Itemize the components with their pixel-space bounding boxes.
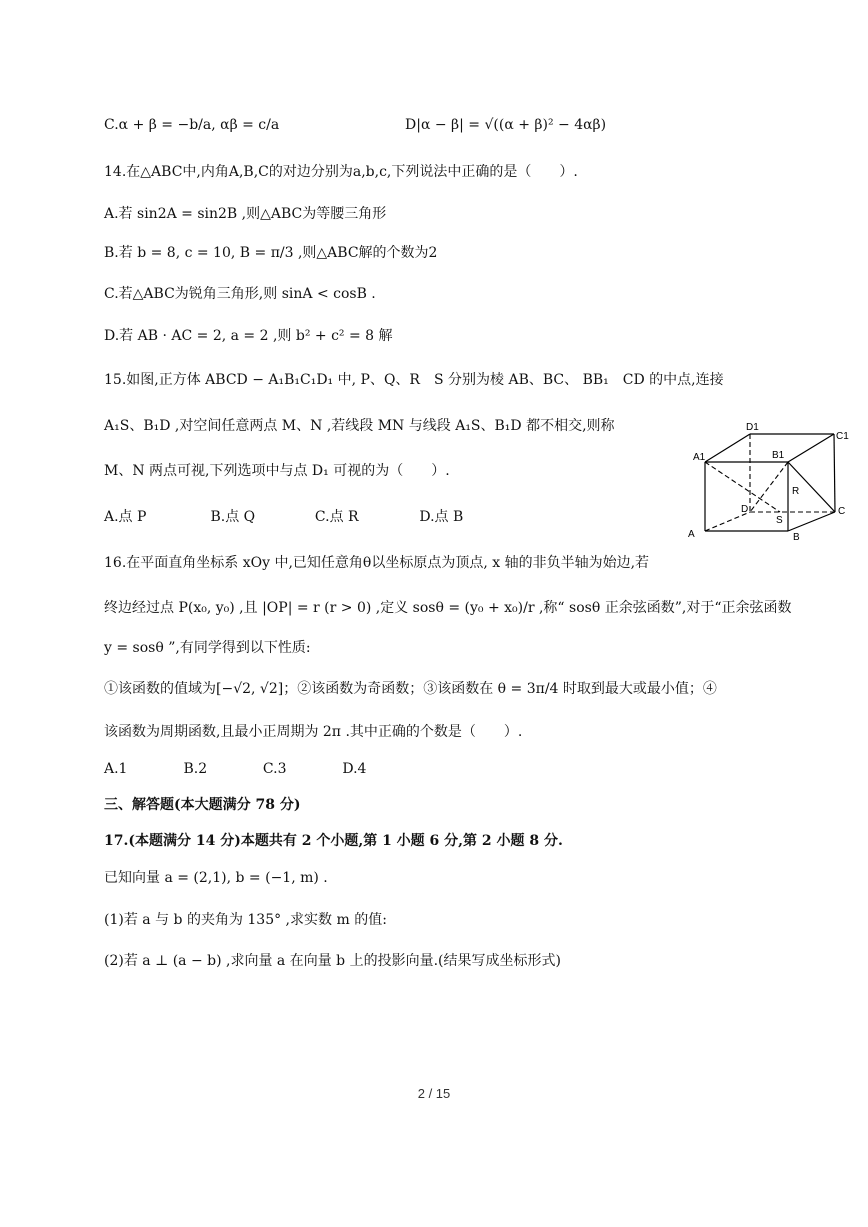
cube-figure xyxy=(688,420,858,545)
question-14: 14.在△ABC中,内角A,B,C的对边分别为a,b,c,下列说法中正确的是（ ）. xyxy=(104,164,578,180)
question-15-line1: 15.如图,正方体 ABCD − A₁B₁C₁D₁ 中, P、Q、R S 分别为棱 AB、BC、 BB₁ CD 的中点,连接 xyxy=(104,372,724,388)
option-13d: D|α − β| = √((α + β)² − 4αβ) xyxy=(405,117,607,133)
page-number: 2 / 15 xyxy=(417,1086,451,1101)
label-B1: B1 xyxy=(772,450,785,461)
question-16-line4: ①该函数的值域为[−√2, √2]；②该函数为奇函数；③该函数在 θ = 3π/4 时取到最大或最小值；④ xyxy=(104,681,717,697)
question-16-line3: y = sosθ ”,有同学得到以下性质: xyxy=(104,640,311,656)
question-17-part1: (1)若 a 与 b 的夹角为 135° ,求实数 m 的值: xyxy=(104,912,387,928)
question-15-line2: A₁S、B₁D ,对空间任意两点 M、N ,若线段 MN 与线段 A₁S、B₁D 都不相交,则称 xyxy=(104,418,615,434)
option-15d: D.点 B xyxy=(419,509,464,525)
question-17-part2: (2)若 a ⊥ (a − b) ,求向量 a 在向量 b 上的投影向量.(结果写成坐标形式) xyxy=(104,953,561,969)
option-16d: D.4 xyxy=(342,761,367,777)
label-R: R xyxy=(792,486,800,497)
question-16-line5: 该函数为周期函数,且最小正周期为 2π .其中正确的个数是（ ）. xyxy=(104,724,523,740)
option-14c: C.若△ABC为锐角三角形,则 sinA < cosB . xyxy=(104,286,376,302)
question-17: 17.(本题满分 14 分)本题共有 2 个小题,第 1 小题 6 分,第 2 小题 8 分. xyxy=(104,833,563,849)
question-15-line3: M、N 两点可视,下列选项中与点 D₁ 可视的为（ ）. xyxy=(104,463,450,479)
label-S: S xyxy=(776,515,783,526)
label-C: C xyxy=(838,506,846,517)
option-14a: A.若 sin2A = sin2B ,则△ABC为等腰三角形 xyxy=(104,206,387,222)
label-C1: C1 xyxy=(836,431,849,442)
option-16a: A.1 xyxy=(104,761,128,777)
label-A1: A1 xyxy=(693,452,706,463)
question-17-given: 已知向量 a = (2,1), b = (−1, m) . xyxy=(104,870,328,886)
option-15a: A.点 P xyxy=(104,509,147,525)
option-16c: C.3 xyxy=(262,761,287,777)
label-A: A xyxy=(688,529,695,540)
option-14d: D.若 AB · AC = 2, a = 2 ,则 b² + c² = 8 解 xyxy=(104,328,393,344)
option-14b: B.若 b = 8, c = 10, B = π/3 ,则△ABC解的个数为2 xyxy=(104,245,438,261)
question-15-options xyxy=(104,507,463,527)
label-B: B xyxy=(793,532,800,543)
question-16-line2: 终边经过点 P(x₀, y₀) ,且 |OP| = r (r > 0) ,定义 sosθ = (y₀ + x₀)/r ,称“ sosθ 正余弦函数”,对于“正余弦函数 xyxy=(104,600,792,616)
option-16b: B.2 xyxy=(183,761,208,777)
label-D: D xyxy=(741,504,749,515)
option-15c: C.点 R xyxy=(314,509,359,525)
question-16-line1: 16.在平面直角坐标系 xOy 中,已知任意角θ以坐标原点为顶点, x 轴的非负半轴为始边,若 xyxy=(104,555,650,571)
question-16-options xyxy=(104,759,366,779)
label-D1: D1 xyxy=(746,422,759,433)
option-15b: B.点 Q xyxy=(210,509,256,525)
option-13c: C.α + β = −b/a, αβ = c/a xyxy=(104,117,280,133)
section-3-heading: 三、解答题(本大题满分 78 分) xyxy=(104,797,301,813)
